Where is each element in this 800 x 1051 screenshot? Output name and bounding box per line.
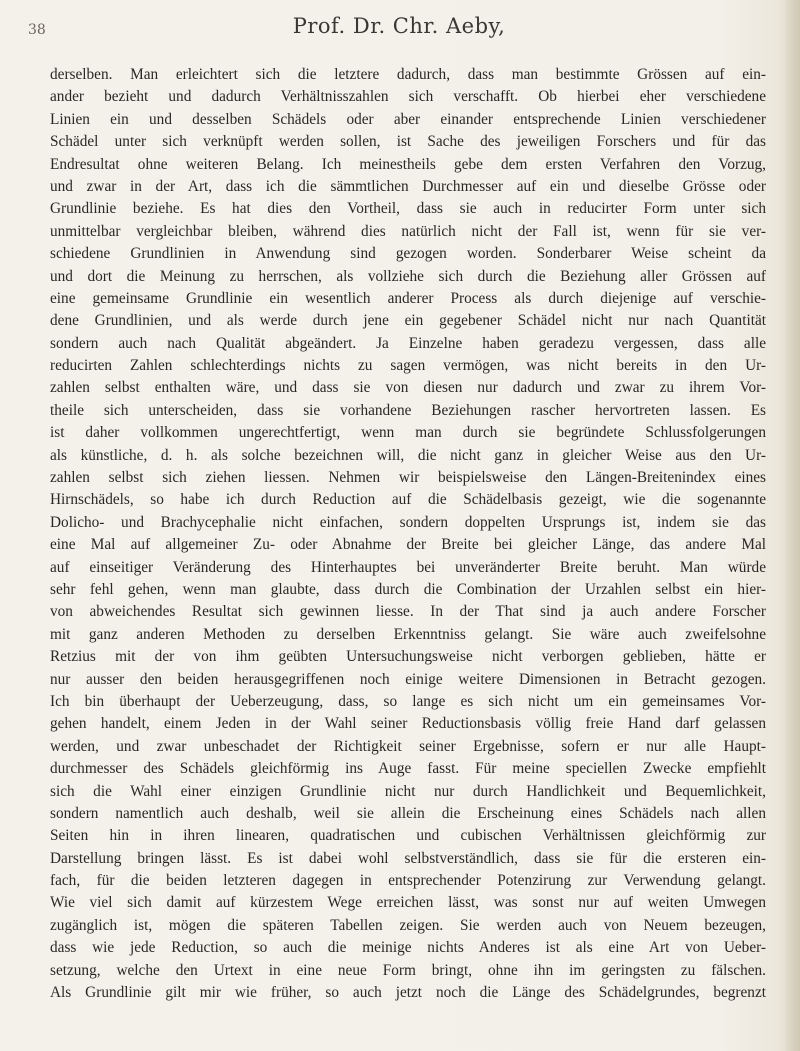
text-line: sich die Wahl einer einzigen Grundlinie nicht nur durch Handlichkeit und Bequemlichkeit, bbox=[50, 782, 766, 800]
text-line: Ich bin überhaupt der Ueberzeugung, dass, so lange es sich nicht um ein gemeinsames Vor- bbox=[50, 692, 766, 710]
text-line: und dort die Meinung zu herrschen, als vollziehe sich durch die Beziehung aller Grössen auf bbox=[50, 267, 766, 285]
text-line: durchmesser des Schädels gleichförmig ins Auge fasst. Für meine speciellen Zwecke empfiehlt bbox=[50, 760, 766, 778]
text-line: ist daher vollkommen ungerechtfertigt, wenn man durch sie begründete Schlussfolgerungen bbox=[50, 424, 766, 442]
text-line: dass wie jede Reduction, so auch die meinige nichts Anderes ist als eine Art von Ueber- bbox=[50, 939, 766, 957]
text-line: sondern namentlich auch deshalb, weil sie allein die Erscheinung eines Schädels nach allen bbox=[50, 804, 766, 822]
text-line: reducirten Zahlen schlechterdings nichts zu sagen vermögen, was nicht bereits in den Ur- bbox=[50, 357, 766, 375]
text-line: fach, für die beiden letzteren dagegen in entsprechender Potenzirung zur Verwendung gelangt. bbox=[50, 872, 766, 890]
text-line: zahlen selbst enthalten wäre, und dass sie von diesen nur dadurch und zwar zu ihrem Vor- bbox=[50, 379, 766, 397]
text-line: Als Grundlinie gilt mir wie früher, so auch jetzt noch die Länge des Schädelgrundes, begrenzt bbox=[50, 984, 766, 1002]
text-line: dene Grundlinien, und als werde durch jene ein gegebener Schädel nicht nur nach Quantität bbox=[50, 312, 766, 330]
page-number: 38 bbox=[28, 22, 46, 38]
text-line: ander bezieht und dadurch Verhältnisszahlen sich verschafft. Ob hierbei eher verschiedene bbox=[50, 88, 766, 106]
text-line: Endresultat ohne weiteren Belang. Ich meinestheils gebe dem ersten Verfahren den Vorzug, bbox=[50, 155, 766, 173]
text-line: zahlen selbst sich ziehen liessen. Nehmen wir beispielsweise den Längen-Breitenindex eines bbox=[50, 469, 766, 487]
text-line: nur ausser den beiden herausgegriffenen noch einige weitere Dimensionen in Betracht gezogen. bbox=[50, 670, 766, 688]
text-line: eine Mal auf allgemeiner Zu- oder Abnahme der Breite bei gleicher Länge, das andere Mal bbox=[50, 536, 766, 554]
text-line: gehen handelt, einem Jeden in der Wahl seiner Reductionsbasis völlig freie Hand darf gelassen bbox=[50, 715, 766, 733]
text-line: werden, und zwar unbeschadet der Richtigkeit seiner Ergebnisse, sofern er nur alle Haupt- bbox=[50, 737, 766, 755]
text-line: unmittelbar vergleichbar bleiben, während dies natürlich nicht der Fall ist, wenn für sie ver- bbox=[50, 222, 766, 240]
text-line: sehr fehl gehen, wenn man glaubte, dass durch die Combination der Urzahlen selbst ein hier- bbox=[50, 580, 766, 598]
page-header bbox=[28, 10, 770, 50]
text-line: als künstliche, d. h. als solche bezeichnen will, die nicht ganz in gleicher Weise aus den Ur- bbox=[50, 446, 766, 464]
running-head: Prof. Dr. Chr. Aeby, bbox=[292, 14, 506, 38]
text-line: Dolicho- und Brachycephalie nicht einfachen, sondern doppelten Ursprungs ist, indem sie das bbox=[50, 513, 766, 531]
text-line: Grundlinie beziehe. Es hat dies den Vortheil, dass sie auch in reducirter Form unter sich bbox=[50, 200, 766, 218]
text-line: Darstellung bringen lässt. Es ist dabei wohl selbstverständlich, dass sie für die ersteren ein- bbox=[50, 849, 766, 867]
text-line: Linien ein und desselben Schädels oder aber einander entsprechende Linien verschiedener bbox=[50, 110, 766, 128]
text-line: Seiten hin in ihren linearen, quadratischen und cubischen Verhältnissen gleichförmig zur bbox=[50, 827, 766, 845]
text-line: Retzius mit der von ihm geübten Untersuchungsweise nicht verborgen geblieben, hätte er bbox=[50, 648, 766, 666]
text-line: auf einseitiger Veränderung des Hinterhauptes bei unveränderter Breite beruht. Man würde bbox=[50, 558, 766, 576]
text-line: zugänglich ist, mögen die späteren Tabellen zeigen. Sie werden auch von Neuem bezeugen, bbox=[50, 916, 766, 934]
text-line: mit ganz anderen Methoden zu derselben Erkenntniss gelangt. Sie wäre auch zweifelsohne bbox=[50, 625, 766, 643]
text-line: Hirnschädels, so habe ich durch Reduction auf die Schädelbasis gezeigt, wie die sogenannte bbox=[50, 491, 766, 509]
text-line: von abweichendes Resultat sich gewinnen liesse. In der That sind ja auch andere Forscher bbox=[50, 603, 766, 621]
text-line: derselben. Man erleichtert sich die letztere dadurch, dass man bestimmte Grössen auf ein- bbox=[50, 66, 766, 83]
text-line: theile sich unterscheiden, dass sie vorhandene Beziehungen rascher hervortreten lassen. Es bbox=[50, 401, 766, 419]
text-line: Wie viel sich damit auf kürzestem Wege erreichen lässt, was sonst nur auf weiten Umwegen bbox=[50, 894, 766, 912]
page-edge bbox=[786, 0, 800, 1051]
body-text bbox=[50, 64, 766, 1004]
text-line: schiedene Grundlinien in Anwendung sind gezogen worden. Sonderbarer Weise scheint da bbox=[50, 245, 766, 263]
text-line: sondern auch nach Qualität abgeändert. Ja Einzelne haben geradezu vergessen, dass alle bbox=[50, 334, 766, 352]
text-line: eine gemeinsame Grundlinie ein wesentlich anderer Process als durch diejenige auf verschie- bbox=[50, 289, 766, 307]
text-line: und zwar in der Art, dass ich die sämmtlichen Durchmesser auf ein und dieselbe Grösse oder bbox=[50, 177, 766, 195]
text-line: setzung, welche den Urtext in eine neue Form bringt, ohne ihn im geringsten zu fälschen. bbox=[50, 961, 766, 979]
text-line: Schädel unter sich verknüpft werden sollen, ist Sache des jeweiligen Forschers und für das bbox=[50, 133, 766, 151]
